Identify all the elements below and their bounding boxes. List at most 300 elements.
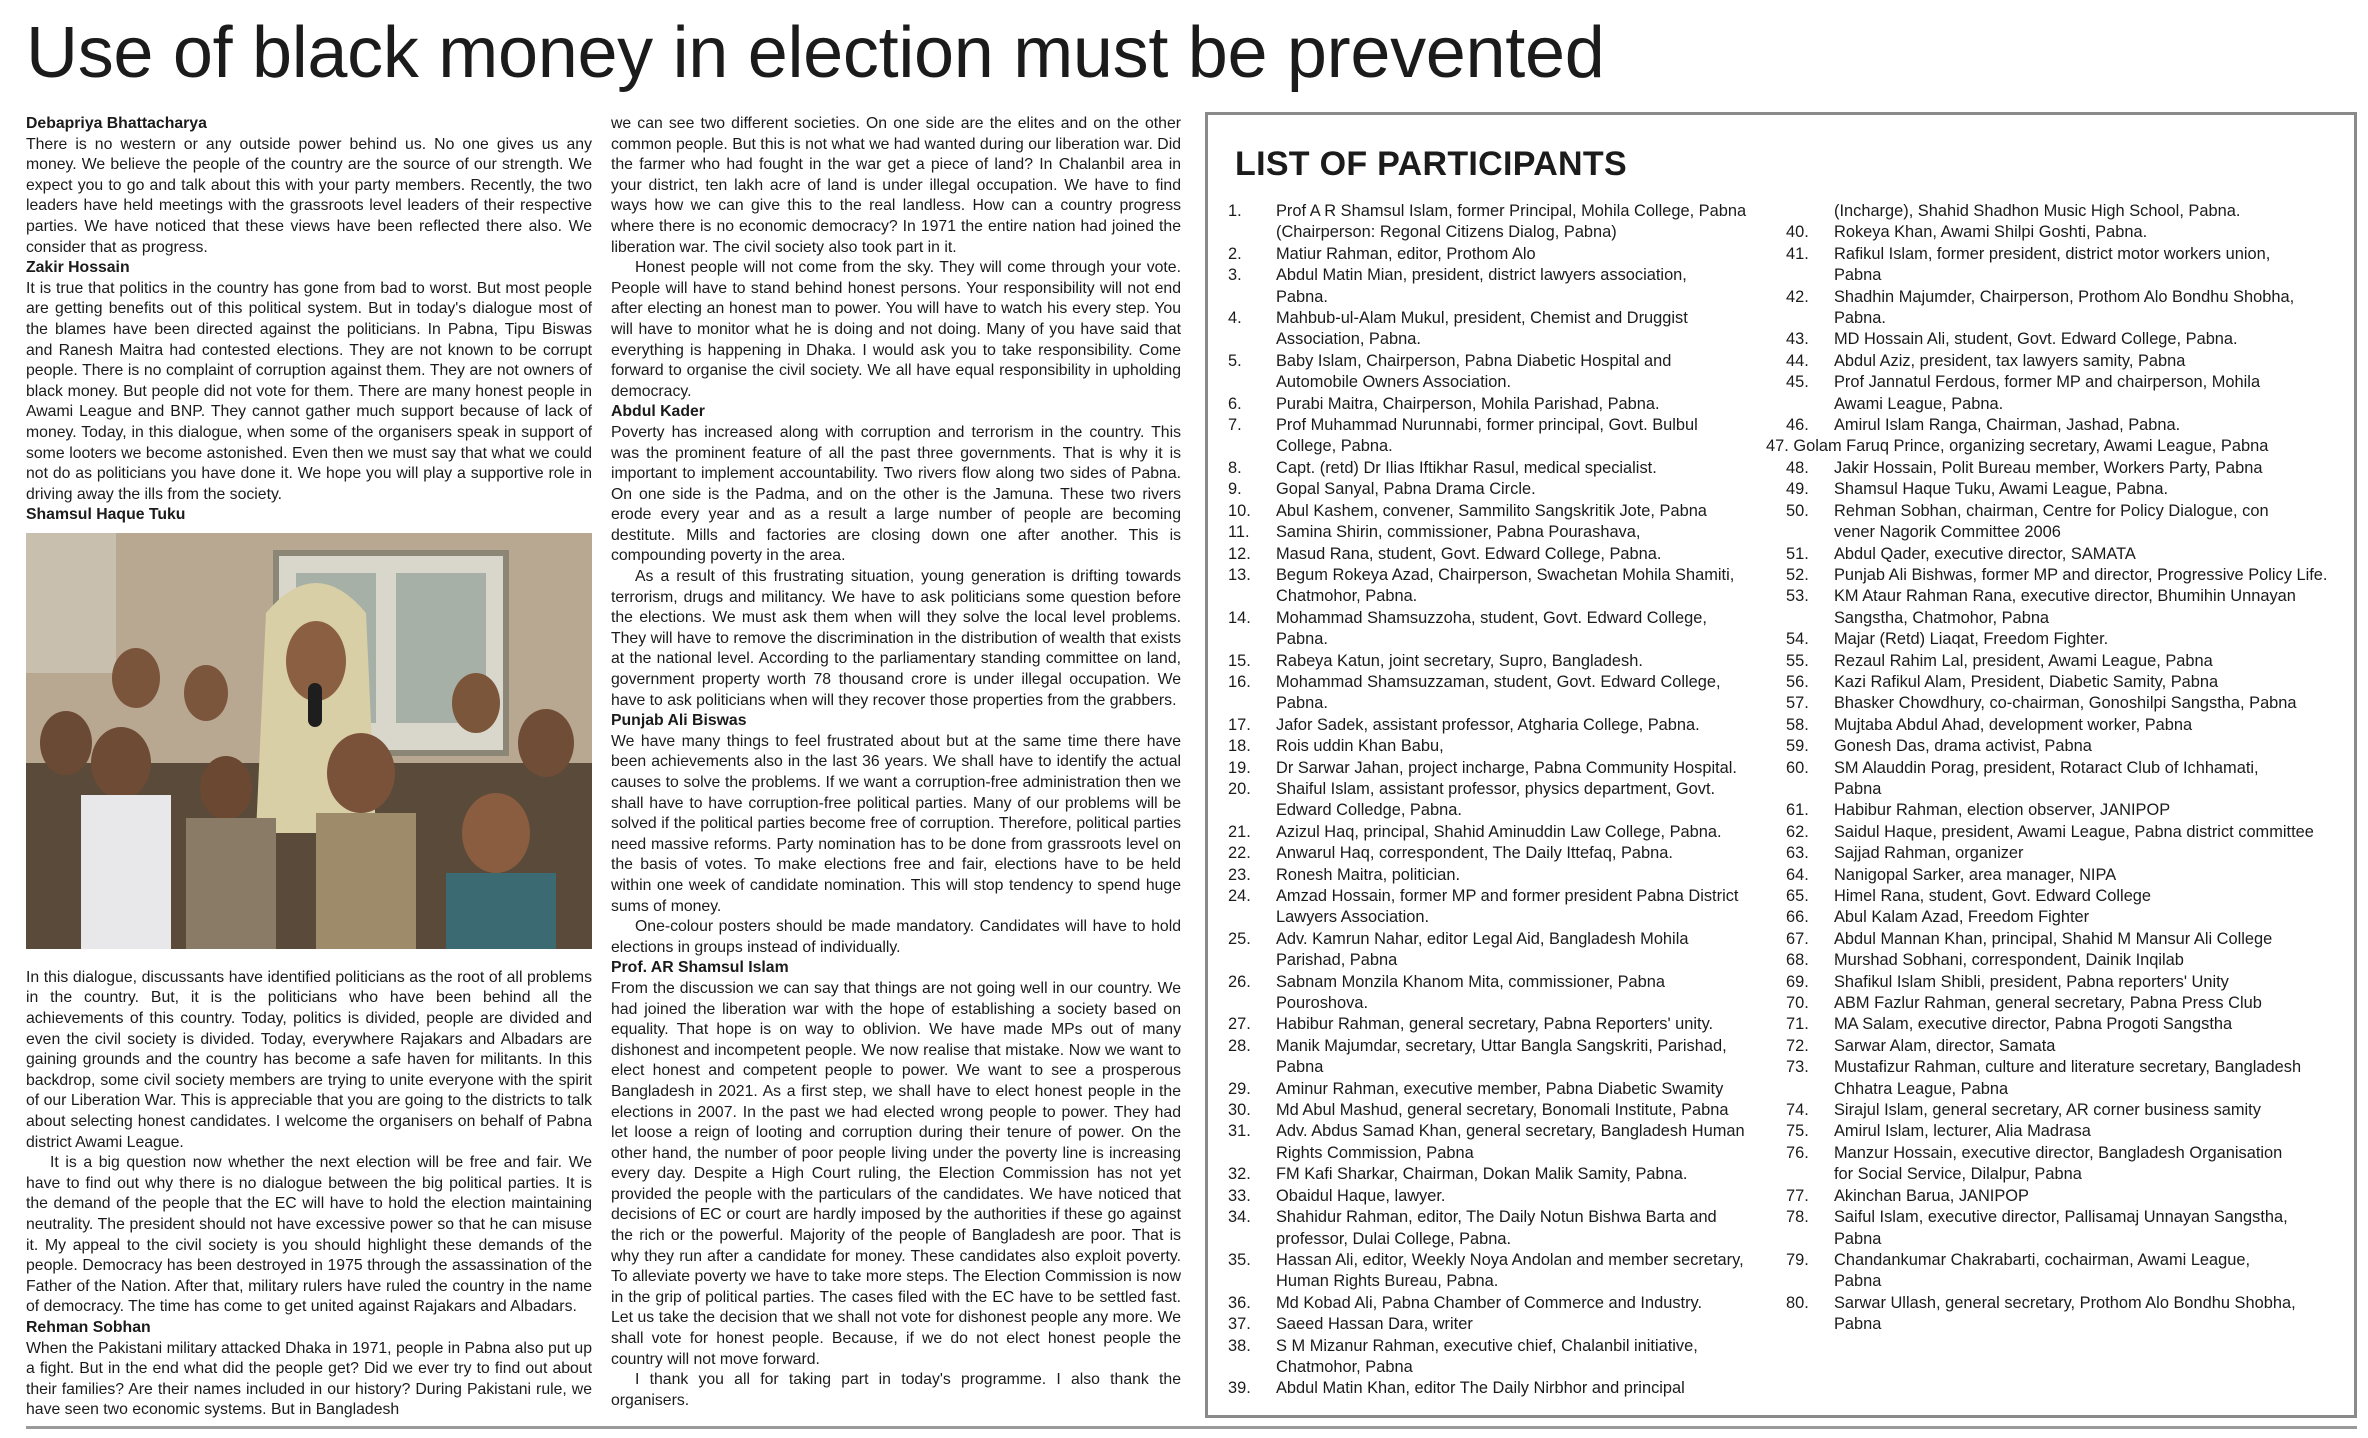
participant-text [1276,608,1783,651]
participant-item [1228,458,1783,479]
participant-item [1786,993,2346,1014]
participant-line: Rabeya Katun, joint secretary, Supro, Bangladesh. [1276,651,1643,670]
participant-text [1834,586,2346,629]
participant-text [1276,1100,1783,1121]
participant-item [1786,1121,2346,1142]
participant-text [1834,843,2346,864]
participant-text [1834,1293,2346,1336]
participant-item [1228,501,1783,522]
participant-number: 26. [1228,972,1251,991]
participant-text [1834,1186,2346,1207]
participant-number: 20. [1228,779,1251,798]
participant-line: Prof Jannatul Ferdous, former MP and chairperson, Mohila [1834,373,2261,392]
participant-text [1276,1293,1783,1314]
participant-item [1786,351,2346,372]
participant-item [1786,586,2346,629]
participant-text [1276,1079,1783,1100]
participant-number: 9. [1228,480,1242,499]
speech-paragraph: As a result of this frustrating situation, young generation is drifting towards terrorism, drugs and militancy. We have to ask politicians some question before the elections. We must ask them when will they solve the local level problems. They will have to remove the discrimination in the distribution of wealth that exists at the national level. According to the parliamentary standing committee on land, government property worth 78 thousand crore is under illegal occupation. We have to ask politicians when will they recover those properties from the grabbers. [611,568,1181,709]
participant-line: Shahidur Rahman, editor, The Daily Notun Bishwa Barta and [1276,1208,1717,1227]
participant-line: Manik Majumdar, secretary, Uttar Bangla Sangskriti, Parishad, [1276,1036,1727,1055]
participant-text [1276,672,1783,715]
participant-line: Sajjad Rahman, organizer [1834,844,2024,863]
participant-text [1834,822,2346,843]
participant-line: Sarwar Ullash, general secretary, Prothom Alo Bondhu Shobha, [1834,1293,2296,1312]
participant-number: 66. [1786,908,1809,927]
participant-line: Ronesh Maitra, politician. [1276,865,1461,884]
participant-text [1834,1057,2346,1100]
participant-line: Amirul Islam, lecturer, Alia Madrasa [1834,1122,2091,1141]
participant-line: Abdul Matin Khan, editor The Daily Nirbhor and principal [1276,1379,1685,1398]
participant-item [1228,736,1783,757]
participant-text [1276,972,1783,1015]
participant-item [1228,758,1783,779]
participant-text [1276,886,1783,929]
speech-paragraph: It is a big question now whether the next election will be free and fair. We have to find out why there is no dialogue between the big political parties. It is the demand of the people that the EC will have to hold the election maintaining neutrality. The president should not have excessive power so that he can misuse it. My appeal to the civil society is you should highlight these demands of the people. Democracy has been destroyed in 1975 through the assassination of the Father of the Nation. After that, military rulers have ruled the country in the name of democracy. The time has come to get united against Rajakars and Albadars. [26,1154,592,1316]
participant-number: 32. [1228,1165,1251,1184]
participants-list-left [1228,201,1783,1400]
participant-text [1276,479,1783,500]
participant-line: Abdul Mannan Khan, principal, Shahid M Mansur Ali College [1834,929,2273,948]
participant-number: 67. [1786,929,1809,948]
participant-item [1228,265,1783,308]
participant-number: 44. [1786,351,1809,370]
participant-number: 65. [1786,887,1809,905]
participant-line: Prof Muhammad Nurunnabi, former principal, Govt. Bulbul [1276,416,1698,435]
article-column-1 [26,114,592,1421]
participant-number: 13. [1228,565,1251,584]
participant-line: Amzad Hossain, former MP and former president Pabna District [1276,887,1739,905]
participant-number: 11. [1228,523,1250,542]
participant-text [1276,351,1783,394]
speech-paragraph: Poverty has increased along with corruption and terrorism in the country. This was the prominent feature of all the past three governments. That is why it is important to implement accountability. Two rivers flow along two sides of Pabna. On one side is the Padma, and on the other is the Jamuna. These two rivers erode every year and as a result a large number of people are becoming destitute. Mills and factories are closing down one after another. This is compounding poverty in the area. [611,423,1181,565]
speaker-name: Punjab Ali Biswas [611,712,747,730]
participant-line: Mustafizur Rahman, culture and literature secretary, Bangladesh [1834,1058,2302,1077]
participant-line: Pabna [1834,266,1882,285]
participant-item [1228,608,1783,651]
participant-item [1786,758,2346,801]
participant-line: Awami League, Pabna. [1834,394,2004,413]
participant-line: Mohammad Shamsuzzoha, student, Govt. Edward College, [1276,608,1707,627]
participant-line: Pabna [1834,1229,1882,1248]
participant-text [1276,1121,1783,1164]
participant-line: Pabna [1834,779,1882,798]
participant-line: Chatmohor, Pabna [1276,1357,1413,1376]
participant-number: 34. [1228,1208,1251,1227]
participant-text [1834,865,2346,886]
speech-paragraph: When the Pakistani military attacked Dhaka in 1971, people in Pabna also put up a fight. But in the end what did the people get? Did we ever try to find out about their families? Are their names included in our history? During Pakistani rule, we have seen two economic systems. But in Bangladesh [26,1339,592,1419]
participant-number: 63. [1786,844,1809,863]
participant-number: 60. [1786,758,1809,777]
participant-text [1834,287,2346,330]
participant-line: Adv. Kamrun Nahar, editor Legal Aid, Bangladesh Mohila [1276,929,1689,948]
participant-line: Abul Kashem, convener, Sammilito Sangskritik Jote, Pabna [1276,501,1707,520]
participant-number: 37. [1228,1315,1251,1334]
participant-text [1834,1143,2346,1186]
participant-text [1276,822,1783,843]
participant-item [1228,972,1783,1015]
participant-item [1786,800,2346,821]
participant-text [1276,1336,1783,1379]
participant-item [1786,329,2346,350]
participant-line: Dr Sarwar Jahan, project incharge, Pabna Community Hospital. [1276,758,1737,777]
article-column-2 [611,114,1181,1411]
participant-item [1786,565,2346,586]
participant-item [1786,1207,2346,1250]
participant-line: Rafikul Islam, former president, district motor workers union, [1834,244,2271,263]
participant-text [1276,1378,1783,1399]
participant-text [1276,501,1783,522]
participant-number: 15. [1228,651,1251,670]
participant-number: 6. [1228,394,1242,413]
participant-text [1834,972,2346,993]
participant-continuation: (Incharge), Shahid Shadhon Music High School, Pabna. [1834,202,2241,220]
participant-number: 49. [1786,480,1809,499]
participant-item [1228,308,1783,351]
participant-text [1834,950,2346,971]
participant-line: Lawyers Association. [1276,908,1430,927]
participant-item [1786,736,2346,757]
participant-text [1276,651,1783,672]
participant-line: Rokeya Khan, Awami Shilpi Goshti, Pabna. [1834,223,2148,242]
participant-text [1276,1314,1783,1335]
participant-number: 35. [1228,1250,1251,1269]
participant-number: 8. [1228,458,1242,477]
participant-item [1228,565,1783,608]
participant-number: 62. [1786,822,1809,841]
participant-text [1834,372,2346,415]
participant-item [1228,1036,1783,1079]
participant-number: 79. [1786,1250,1809,1269]
participant-item [1228,479,1783,500]
participant-number: 80. [1786,1293,1809,1312]
participant-text [1834,886,2346,907]
participant-text [1834,1207,2346,1250]
participant-item [1228,886,1783,929]
participant-line: FM Kafi Sharkar, Chairman, Dokan Malik Samity, Pabna. [1276,1165,1688,1184]
participant-line: Parishad, Pabna [1276,951,1398,970]
participant-line: Pouroshova. [1276,994,1369,1013]
participant-number: 14. [1228,608,1251,627]
participant-number: 36. [1228,1293,1251,1312]
participant-line: Gopal Sanyal, Pabna Drama Circle. [1276,480,1536,499]
participant-line: MA Salam, executive director, Pabna Progoti Sangstha [1834,1015,2233,1034]
participant-item [1228,201,1783,244]
participant-item [1786,651,2346,672]
participant-line: Chhatra League, Pabna [1834,1079,2009,1098]
participant-text [1834,1036,2346,1057]
participant-item [1228,779,1783,822]
participant-text [1834,693,2346,714]
participant-number: 19. [1228,758,1251,777]
participant-line: Pabna. [1834,309,1886,328]
participant-text [1276,522,1783,543]
participants-list-right [1766,201,2346,1336]
participant-number: 17. [1228,715,1251,734]
participant-text [1834,800,2346,821]
speech-paragraph: we can see two different societies. On one side are the elites and on the other common people. But this is not what we had wanted during our liberation war. Did the farmer who had fought in the war get a piece of land? In Chalanbil area in your district, ten lakh acre of land is under illegal occupation. We have to find ways how we can give this to the real landless. How can a country progress where there is no economic democracy? In 1971 the entire nation had joined the liberation war. The civil society also took part in it. [611,115,1181,256]
participant-item [1786,1250,2346,1293]
participant-line: (Chairperson: Regonal Citizens Dialog, Pabna) [1276,223,1617,242]
participant-item [1786,544,2346,565]
participant-number: 16. [1228,672,1251,691]
participant-number: 57. [1786,694,1809,713]
participant-line: Abdul Qader, executive director, SAMATA [1834,544,2136,563]
participant-item [1228,1079,1783,1100]
participant-line: Obaidul Haque, lawyer. [1276,1186,1446,1205]
participant-number: 42. [1786,287,1809,306]
participant-number: 12. [1228,544,1251,563]
participant-item [1786,672,2346,693]
participant-line: Saidul Haque, president, Awami League, Pabna district committee [1834,822,2314,841]
participant-number: 64. [1786,865,1809,884]
participant-text [1834,329,2346,350]
participant-item [1786,244,2346,287]
participant-number: 45. [1786,373,1809,392]
participant-item [1228,822,1783,843]
participant-number: 73. [1786,1058,1809,1077]
participant-text [1276,394,1783,415]
participant-item [1228,1014,1783,1035]
participant-number: 10. [1228,501,1251,520]
participant-line: Shaiful Islam, assistant professor, physics department, Govt. [1276,779,1716,798]
participant-text [1834,1250,2346,1293]
speech-paragraph: One-colour posters should be made mandatory. Candidates will have to hold elections in groups instead of individually. [611,918,1181,956]
participant-line: Jafor Sadek, assistant professor, Atgharia College, Pabna. [1276,715,1700,734]
participant-text [1276,201,1783,244]
participant-number: 48. [1786,458,1809,477]
participants-title: LIST OF PARTICIPANTS [1235,145,1627,183]
participant-text [1834,672,2346,693]
participant-line: Aminur Rahman, executive member, Pabna Diabetic Swamity [1276,1079,1724,1098]
participant-text [1276,1186,1783,1207]
speaker-name: Prof. AR Shamsul Islam [611,959,789,977]
participant-number: 4. [1228,309,1242,328]
participant-line: Sirajul Islam, general secretary, AR corner business samity [1834,1101,2261,1120]
participant-number: 18. [1228,737,1251,756]
participant-item [1786,501,2346,544]
participant-item [1786,693,2346,714]
participant-line: professor, Dulai College, Pabna. [1276,1229,1512,1248]
participant-item [1228,715,1783,736]
speaker-name: Rehman Sobhan [26,1318,151,1336]
participant-line: Mahbub-ul-Alam Mukul, president, Chemist and Druggist [1276,309,1688,328]
participant-item [1786,287,2346,330]
participant-number: 30. [1228,1101,1251,1120]
participant-line: S M Mizanur Rahman, executive chief, Chalanbil initiative, [1276,1336,1698,1355]
participant-text [1276,244,1783,265]
participant-number: 21. [1228,822,1251,841]
participant-line: vener Nagorik Committee 2006 [1834,523,2061,542]
participant-item [1228,394,1783,415]
participant-line: Manzur Hossain, executive director, Bangladesh Organisation [1834,1143,2283,1162]
participant-item [1228,1336,1783,1379]
participant-item [1228,1207,1783,1250]
participant-item-47: 47. Golam Faruq Prince, organizing secretary, Awami League, Pabna [1766,437,2269,456]
participant-line: Habibur Rahman, general secretary, Pabna Reporters' unity. [1276,1015,1714,1034]
participant-text [1834,758,2346,801]
participant-line: Sabnam Monzila Khanom Mita, commissioner, Pabna [1276,972,1666,991]
participant-text [1834,907,2346,928]
participant-item [1786,415,2346,436]
speaker-name: Zakir Hossain [26,259,130,277]
participant-item [1228,522,1783,543]
participant-item [1228,651,1783,672]
participant-item [1228,843,1783,864]
participant-line: Sangstha, Chatmohor, Pabna [1834,608,2050,627]
participant-line: Gonesh Das, drama activist, Pabna [1834,737,2092,756]
participant-text [1834,544,2346,565]
participant-line: Pabna. [1276,694,1328,713]
participant-line: College, Pabna. [1276,437,1393,456]
participant-item [1786,822,2346,843]
participant-line: Rois uddin Khan Babu, [1276,737,1444,756]
dialogue-photo [26,533,592,949]
participant-text [1276,843,1783,864]
participant-text [1276,865,1783,886]
participant-number: 58. [1786,715,1809,734]
participant-line: Automobile Owners Association. [1276,373,1512,392]
participant-item [1228,865,1783,886]
participant-number: 33. [1228,1186,1251,1205]
participant-item [1786,886,2346,907]
participant-item [1786,865,2346,886]
participant-text [1276,758,1783,779]
participant-line: Chandankumar Chakrabarti, cochairman, Awami League, [1834,1250,2251,1269]
speaker-name: Abdul Kader [611,403,705,421]
speech-paragraph: We have many things to feel frustrated about but at the same time there have been achievements also in the last 36 years. We shall have to identify the actual causes to solve the problems. If we want a corruption-free administration then we shall have to have corruption-free political parties. Many of our problems will be solved if the political parties become free of corruption. Therefore, political parties need massive reforms. Party nomination has to be done from grassroots level on the basis of votes. To make elections free and fair, elections have to be held within one week of candidate nomination. This will stop tendency to spend huge sums of money. [611,732,1181,915]
participant-text [1276,544,1783,565]
participant-number: 29. [1228,1079,1251,1098]
participant-number: 50. [1786,501,1809,520]
participant-line: Capt. (retd) Dr Ilias Iftikhar Rasul, medical specialist. [1276,458,1657,477]
participant-line: Pabna [1834,1272,1882,1291]
participant-number: 69. [1786,972,1809,991]
participant-item [1228,1314,1783,1335]
participant-item [1228,1121,1783,1164]
speech-paragraph: Honest people will not come from the sky. They will come through your vote. People will have to stand behind honest persons. Your responsibility will not end after electing an honest man to power. You will have to watch his every step. You will have to monitor what he is doing and not doing. Many of you have said that everything is happening in Dhaka. I would ask you to take responsibility. Come forward to organise the civil society. We all have equal responsibility in upholding democracy. [611,259,1181,400]
participant-line: Jakir Hossain, Polit Bureau member, Workers Party, Pabna [1834,458,2263,477]
participant-line: Abul Kalam Azad, Freedom Fighter [1834,908,2090,927]
participants-group-a [1786,222,2346,436]
participant-line: Shamsul Haque Tuku, Awami League, Pabna. [1834,480,2169,499]
participant-text [1834,1014,2346,1035]
participant-line: Matiur Rahman, editor, Prothom Alo [1276,244,1536,263]
participant-item [1786,372,2346,415]
participant-item [1228,415,1783,458]
participant-line: Anwarul Haq, correspondent, The Daily Ittefaq, Pabna. [1276,844,1673,863]
participant-text [1834,629,2346,650]
participant-text [1276,1164,1783,1185]
participant-line: Kazi Rafikul Alam, President, Diabetic Samity, Pabna [1834,672,2219,691]
participant-text [1276,736,1783,757]
participant-line: Saeed Hassan Dara, writer [1276,1315,1473,1334]
participant-number: 59. [1786,737,1809,756]
participant-number: 54. [1786,630,1809,649]
participant-number: 61. [1786,801,1809,820]
participant-line: Murshad Sobhani, correspondent, Dainik Inqilab [1834,951,2184,970]
participant-text [1276,415,1783,458]
participant-text [1276,565,1783,608]
participant-item [1786,222,2346,243]
participant-number: 68. [1786,951,1809,970]
participant-line: Himel Rana, student, Govt. Edward College [1834,887,2152,905]
participant-line: Amirul Islam Ranga, Chairman, Jashad, Pabna. [1834,416,2181,435]
participant-item [1786,843,2346,864]
participant-item [1786,715,2346,736]
participant-line: Association, Pabna. [1276,330,1421,349]
participant-number: 7. [1228,416,1242,435]
participant-item [1786,479,2346,500]
participants-group-b [1786,458,2346,1336]
participant-line: Akinchan Barua, JANIPOP [1834,1186,2029,1205]
participant-item [1228,1250,1783,1293]
participant-number: 25. [1228,929,1251,948]
participant-line: Baby Islam, Chairperson, Pabna Diabetic Hospital and [1276,351,1672,370]
participant-line: Bhasker Chowdhury, co-chairman, Gonoshilpi Sangstha, Pabna [1834,694,2297,713]
participant-number: 24. [1228,887,1251,905]
participant-number: 55. [1786,651,1809,670]
participant-number: 53. [1786,587,1809,606]
participant-line: ABM Fazlur Rahman, general secretary, Pabna Press Club [1834,994,2262,1013]
participant-line: Pabna. [1276,630,1328,649]
participant-item [1228,672,1783,715]
participant-line: Pabna. [1276,287,1328,306]
participant-number: 52. [1786,565,1809,584]
participant-item [1786,629,2346,650]
participant-line: Hassan Ali, editor, Weekly Noya Andolan and member secretary, [1276,1250,1744,1269]
participant-line: MD Hossain Ali, student, Govt. Edward College, Pabna. [1834,330,2238,349]
participant-line: Purabi Maitra, Chairperson, Mohila Parishad, Pabna. [1276,394,1660,413]
participant-number: 27. [1228,1015,1251,1034]
participant-number: 28. [1228,1036,1251,1055]
speech-paragraph: It is true that politics in the country has gone from bad to worst. But most people are getting benefits out of this political system. But in today's dialogue most of the blames have been directed against the politicians. In Pabna, Tipu Biswas and Ranesh Maitra had contested elections. They are not known to be corrupt people. There is no complaint of corruption against them. They are not owners of black money. But people did not vote for them. There are many honest people in Awami League and BNP. They cannot gather much support because of lack of money. Today, in this dialogue, when some of the organisers speak in support of some looters we become astonished. Even then we must say that what we could not do as politicians you have done it. We hope you will play a supportive role in driving away the ills from the society. [26,279,592,503]
participant-item [1786,907,2346,928]
participant-line: Abdul Matin Mian, president, district lawyers association, [1276,266,1687,285]
participants-box [1205,112,2357,1418]
participant-text [1276,1207,1783,1250]
participant-number: 1. [1228,202,1242,220]
participant-text [1276,265,1783,308]
participant-item [1228,544,1783,565]
participant-line: Sarwar Alam, director, Samata [1834,1036,2056,1055]
participant-text [1834,458,2346,479]
speaker-name: Shamsul Haque Tuku [26,506,186,524]
participant-line: Rights Commission, Pabna [1276,1143,1474,1162]
speaker-name: Debapriya Bhattacharya [26,115,207,132]
participant-line: Abdul Aziz, president, tax lawyers samity, Pabna [1834,351,2186,370]
speech-paragraph: There is no western or any outside power behind us. No one gives us any money. We believe the people of the country are the source of our strength. We expect you to go and talk about this with your party members. Recently, the two leaders have held meetings with the grassroots level leaders of their respective parties. We have noticed that these views have been reflected there also. We consider that as progress. [26,135,592,256]
participant-item [1786,972,2346,993]
bottom-divider [26,1426,2357,1429]
participant-line: Punjab Ali Bishwas, former MP and director, Progressive Policy Life. [1834,565,2328,584]
participant-item [1228,244,1783,265]
participant-line: Adv. Abdus Samad Khan, general secretary, Bangladesh Human [1276,1122,1745,1141]
participant-text [1834,715,2346,736]
participant-number: 41. [1786,244,1809,263]
participant-number: 78. [1786,1208,1809,1227]
participant-item [1228,1378,1783,1399]
participant-item [1786,1057,2346,1100]
participant-item [1786,1143,2346,1186]
participant-number: 2. [1228,244,1242,263]
participant-number: 39. [1228,1379,1251,1398]
participant-item [1228,1100,1783,1121]
participant-line: Samina Shirin, commissioner, Pabna Pourashava, [1276,523,1641,542]
participant-number: 76. [1786,1143,1809,1162]
participant-text [1834,501,2346,544]
participant-line: Masud Rana, student, Govt. Edward College, Pabna. [1276,544,1662,563]
